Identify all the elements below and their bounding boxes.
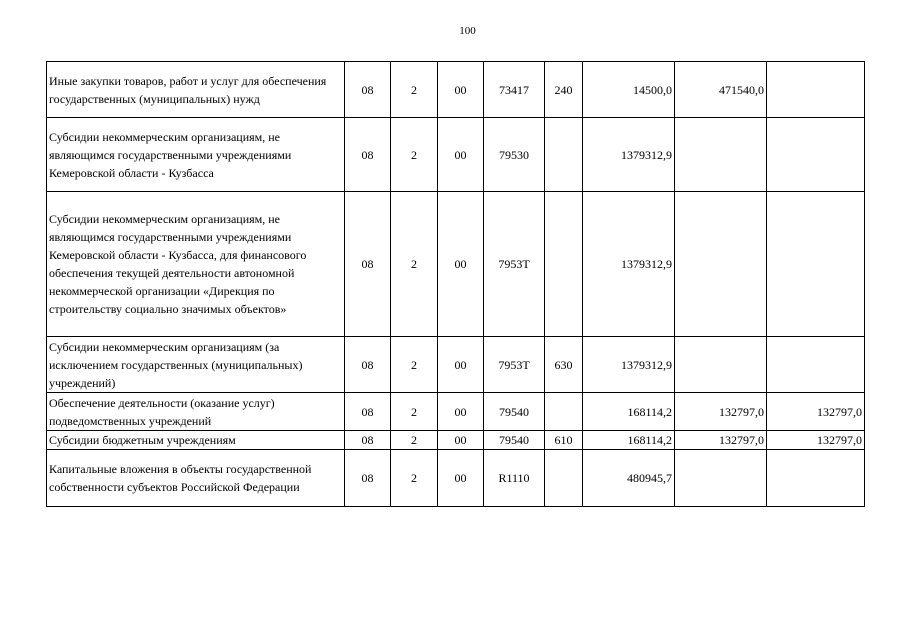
row-code: 79540 [484, 431, 545, 450]
row-program: 2 [391, 118, 438, 192]
row-amount-3 [767, 192, 865, 337]
row-subprogram: 00 [438, 431, 484, 450]
row-amount-3 [767, 450, 865, 507]
row-program: 2 [391, 431, 438, 450]
row-subprogram: 00 [438, 450, 484, 507]
row-subprogram: 00 [438, 393, 484, 431]
row-description: Субсидии некоммерческим организациям, не являющимся государственными учреждениями Кемеровской области - Кузбасса, для финансового обеспечения текущей деятельности автономной некоммерческой организации «Дирекция по строительству социально значимых объектов» [47, 192, 345, 337]
row-amount-1: 14500,0 [583, 62, 675, 118]
row-description: Иные закупки товаров, работ и услуг для обеспечения государственных (муниципальных) нужд [47, 62, 345, 118]
row-code: 7953Т [484, 192, 545, 337]
row-amount-1: 168114,2 [583, 431, 675, 450]
row-amount-3 [767, 62, 865, 118]
row-amount-1: 480945,7 [583, 450, 675, 507]
row-subprogram: 00 [438, 62, 484, 118]
row-section: 08 [345, 118, 391, 192]
row-code: 7953Т [484, 337, 545, 393]
row-amount-3: 132797,0 [767, 431, 865, 450]
row-expense-type [545, 192, 583, 337]
row-amount-2 [675, 337, 767, 393]
row-subprogram: 00 [438, 118, 484, 192]
table-row [47, 450, 865, 507]
row-amount-2 [675, 450, 767, 507]
row-code: 73417 [484, 62, 545, 118]
row-expense-type [545, 450, 583, 507]
row-code: R1110 [484, 450, 545, 507]
row-description: Обеспечение деятельности (оказание услуг) подведомственных учреждений [47, 393, 345, 431]
row-expense-type [545, 118, 583, 192]
row-program: 2 [391, 393, 438, 431]
row-section: 08 [345, 393, 391, 431]
table-row [47, 431, 865, 450]
table-row [47, 393, 865, 431]
table-row [47, 118, 865, 192]
row-amount-3: 132797,0 [767, 393, 865, 431]
row-expense-type: 240 [545, 62, 583, 118]
row-section: 08 [345, 450, 391, 507]
table-row [47, 192, 865, 337]
row-amount-2 [675, 118, 767, 192]
row-description: Субсидии некоммерческим организациям (за исключением государственных (муниципальных) учреждений) [47, 337, 345, 393]
row-section: 08 [345, 337, 391, 393]
row-amount-1: 1379312,9 [583, 118, 675, 192]
row-expense-type [545, 393, 583, 431]
row-code: 79530 [484, 118, 545, 192]
row-code: 79540 [484, 393, 545, 431]
row-amount-1: 1379312,9 [583, 337, 675, 393]
row-program: 2 [391, 450, 438, 507]
row-description: Капитальные вложения в объекты государственной собственности субъектов Российской Федерации [47, 450, 345, 507]
row-subprogram: 00 [438, 192, 484, 337]
row-program: 2 [391, 192, 438, 337]
row-section: 08 [345, 431, 391, 450]
row-expense-type: 610 [545, 431, 583, 450]
row-amount-3 [767, 337, 865, 393]
row-program: 2 [391, 337, 438, 393]
row-amount-3 [767, 118, 865, 192]
table-row [47, 62, 865, 118]
row-expense-type: 630 [545, 337, 583, 393]
row-description: Субсидии некоммерческим организациям, не являющимся государственными учреждениями Кемеровской области - Кузбасса [47, 118, 345, 192]
row-section: 08 [345, 62, 391, 118]
row-amount-2: 132797,0 [675, 431, 767, 450]
table-row [47, 337, 865, 393]
row-amount-1: 1379312,9 [583, 192, 675, 337]
row-amount-2 [675, 192, 767, 337]
row-amount-2: 471540,0 [675, 62, 767, 118]
row-amount-1: 168114,2 [583, 393, 675, 431]
row-description: Субсидии бюджетным учреждениям [47, 431, 345, 450]
row-subprogram: 00 [438, 337, 484, 393]
page-number: 100 [459, 25, 476, 37]
row-section: 08 [345, 192, 391, 337]
row-program: 2 [391, 62, 438, 118]
row-amount-2: 132797,0 [675, 393, 767, 431]
budget-table [46, 61, 865, 507]
